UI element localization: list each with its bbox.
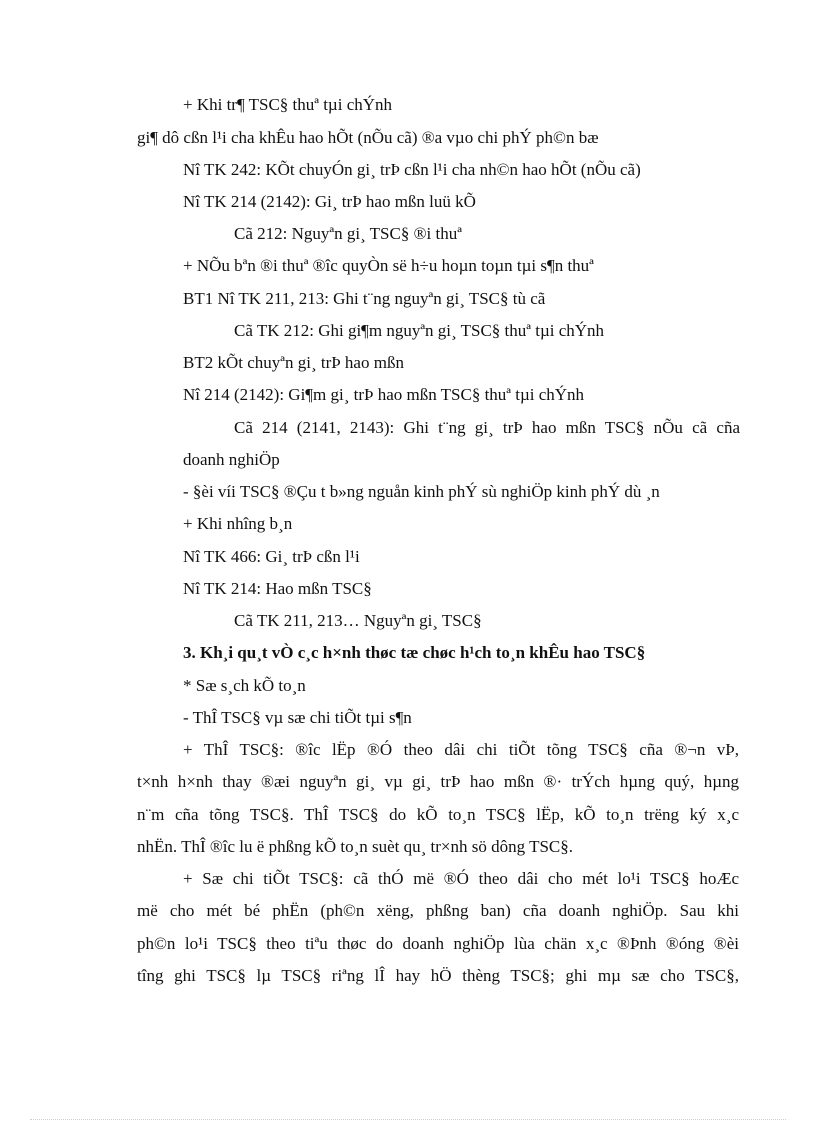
text-line: n¨m cña tõng TSC§. ThÎ TSC§ do kÕ to¸n TSC§ lËp, kÕ to¸n trëng ký x¸c	[137, 805, 739, 824]
text-line: + Khi tr¶ TSC§ thuª tµi chÝnh	[183, 95, 393, 114]
text-line: + Khi nhîng b¸n	[183, 514, 293, 533]
text-line: Cã TK 212: Ghi gi¶m nguyªn gi¸ TSC§ thuª tµi chÝnh	[234, 321, 605, 340]
text-line: ph©n lo¹i TSC§ theo tiªu thøc do doanh nghiÖp lùa chän x¸c ®Þnh ®óng ®èi	[137, 934, 739, 953]
text-line: Cã TK 211, 213… Nguyªn gi¸ TSC§	[234, 611, 482, 630]
footer-divider	[30, 1119, 786, 1120]
text-line: nhËn. ThÎ ®îc lu ë phßng kÕ to¸n suèt qu¸ tr×nh sö dông TSC§.	[137, 837, 573, 856]
text-line: BT2 kÕt chuyªn gi¸ trÞ hao mßn	[183, 353, 404, 372]
text-line: * Sæ s¸ch kÕ to¸n	[183, 676, 306, 695]
text-line: Nî TK 242: KÕt chuyÓn gi¸ trÞ cßn l¹i cha nh©n hao hÕt (nÕu cã)	[183, 160, 641, 179]
section-heading: 3. Kh¸i qu¸t vÒ c¸c h×nh thøc tæ chøc h¹ch to¸n khÊu hao TSC§	[183, 643, 646, 662]
text-line: Nî TK 466: Gi¸ trÞ cßn l¹i	[183, 547, 360, 566]
text-line: BT1 Nî TK 211, 213: Ghi t¨ng nguyªn gi¸ TSC§ tù cã	[183, 289, 546, 308]
text-line: + NÕu bªn ®i thuª ®îc quyÒn së h÷u hoµn toµn tµi s¶n thuª	[183, 256, 594, 275]
text-line: doanh nghiÖp	[183, 450, 280, 469]
text-line: tîng ghi TSC§ lµ TSC§ riªng lÎ hay hÖ thèng TSC§; ghi mµ sæ cho TSC§,	[137, 966, 739, 985]
text-line: + Sæ chi tiÕt TSC§: cã thÓ më ®Ó theo dâi cho mét lo¹i TSC§ hoÆc	[183, 869, 739, 888]
text-line: Nî TK 214 (2142): Gi¸ trÞ hao mßn luü kÕ	[183, 192, 476, 211]
text-line: + ThÎ TSC§: ®îc lËp ®Ó theo dâi chi tiÕt tõng TSC§ cña ®¬n vÞ,	[183, 740, 739, 759]
text-line: - §èi víi TSC§ ®Çu t b»ng nguån kinh phÝ sù nghiÖp kinh phÝ dù ¸n	[183, 482, 660, 501]
text-line: gi¶ dô cßn l¹i cha khÊu hao hÕt (nÕu cã) ®a vµo chi phÝ ph©n bæ	[137, 128, 599, 147]
text-line: t×nh h×nh thay ®æi nguyªn gi¸ vµ gi¸ trÞ hao mßn ®· trÝch hµng quý, hµng	[137, 772, 739, 791]
text-line: më cho mét bé phËn (ph©n xëng, phßng ban) cña doanh nghiÖp. Sau khi	[137, 901, 739, 920]
text-line: Nî TK 214: Hao mßn TSC§	[183, 579, 372, 598]
text-line: Cã 214 (2141, 2143): Ghi t¨ng gi¸ trÞ hao mßn TSC§ nÕu cã cña	[234, 418, 740, 437]
text-line: Nî 214 (2142): Gi¶m gi¸ trÞ hao mßn TSC§ thuª tµi chÝnh	[183, 385, 585, 404]
text-line: Cã 212: Nguyªn gi¸ TSC§ ®i thuª	[234, 224, 462, 243]
text-line: - ThÎ TSC§ vµ sæ chi tiÕt tµi s¶n	[183, 708, 412, 727]
